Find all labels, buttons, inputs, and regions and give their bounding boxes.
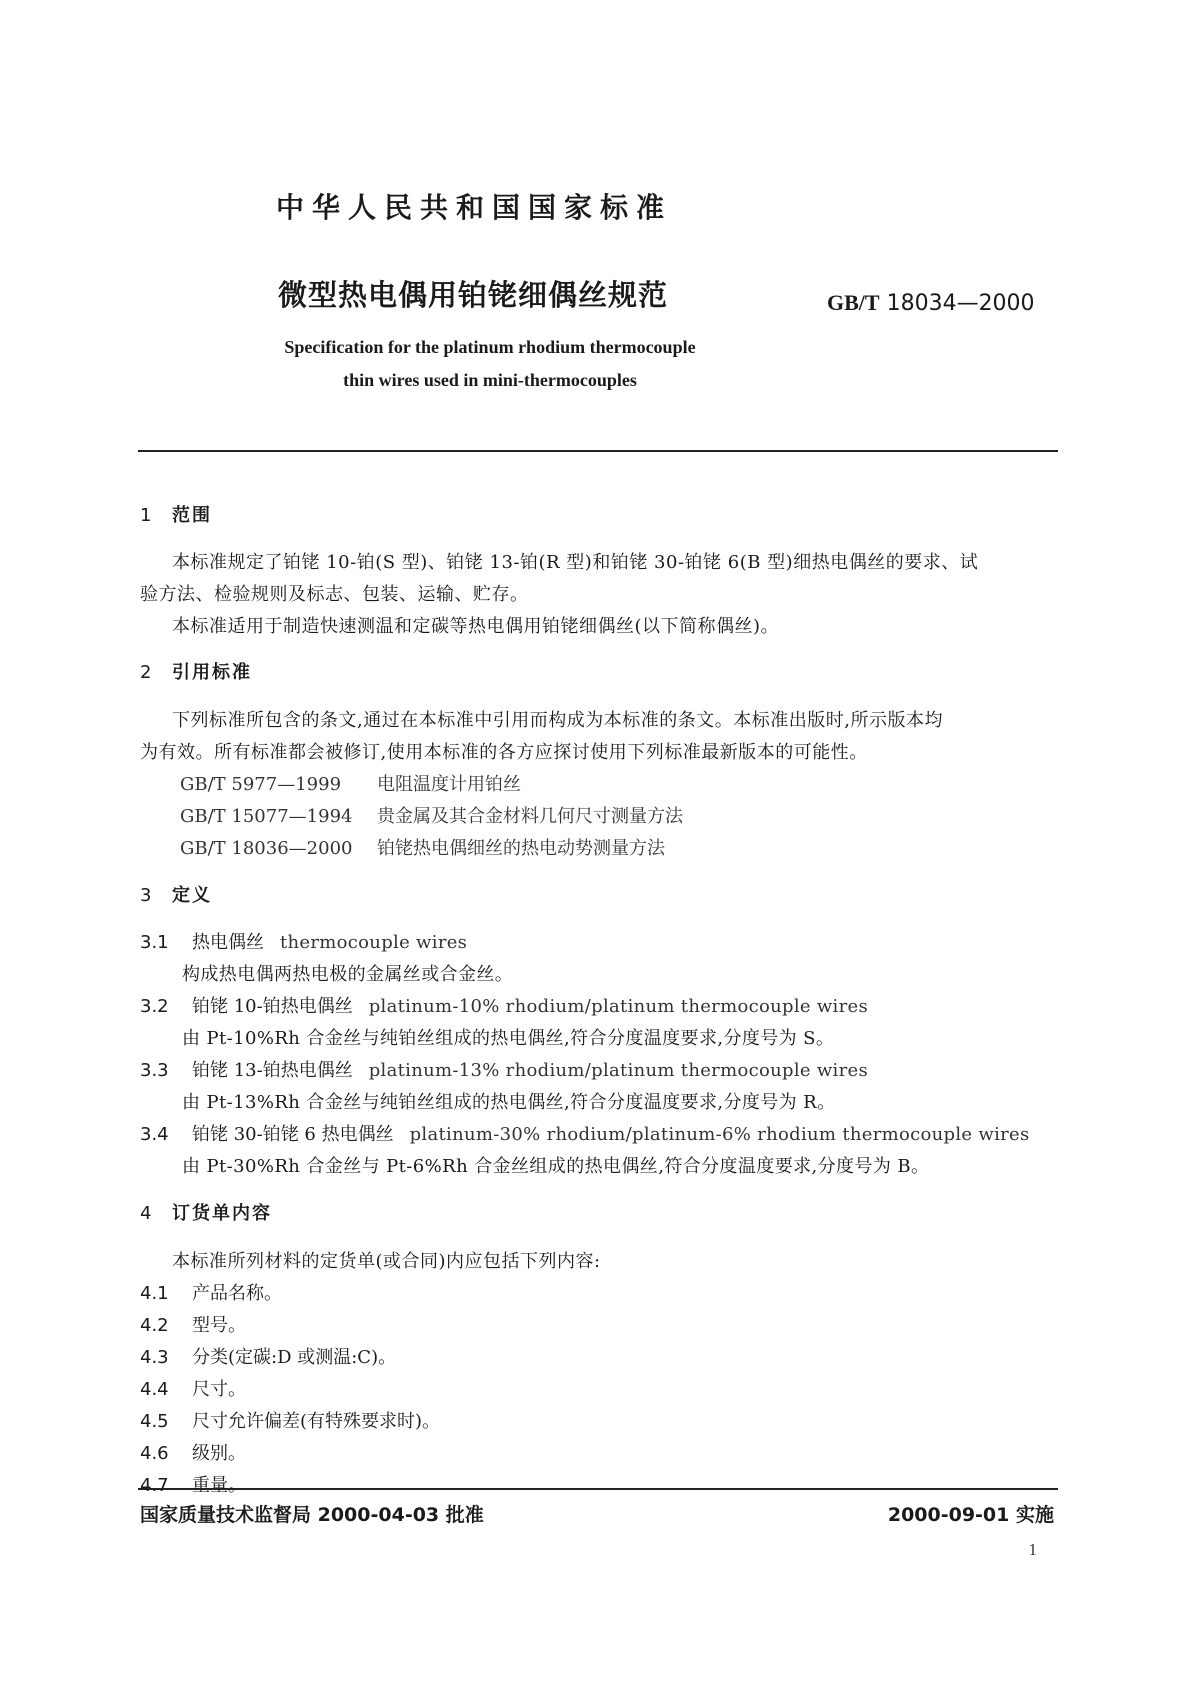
list-item-number: 4.3 [140,1347,169,1368]
paragraph: 下列标准所包含的条文,通过在本标准中引用而构成为本标准的条文。本标准出版时,所示版本均 [172,710,943,731]
list-item-text: 重量。 [192,1475,246,1496]
reference-code: GB/T 18036—2000 [180,838,353,859]
list-item-number: 4.5 [140,1411,169,1432]
list-item [140,1375,246,1401]
reference-title: 贵金属及其合金材料几何尺寸测量方法 [377,806,683,827]
definition-item [140,1056,868,1082]
standard-prefix: GB/T [827,290,880,315]
section-heading-references [140,658,252,684]
footer-divider [138,1488,1058,1490]
definition-description: 构成热电偶两热电极的金属丝或合金丝。 [182,964,514,985]
definition-term: 铂铑 30-铂铑 6 热电偶丝 [192,1124,394,1145]
definition-description: 由 Pt-13%Rh 合金丝与纯铂丝组成的热电偶丝,符合分度温度要求,分度号为 R。 [182,1092,836,1113]
definition-term: 铂铑 13-铂热电偶丝 [192,1060,353,1081]
reference-item [180,770,521,796]
national-standard-heading: 中华人民共和国国家标准 [275,191,672,224]
section-title: 引用标准 [172,662,252,683]
paragraph: 为有效。所有标准都会被修订,使用本标准的各方应探讨使用下列标准最新版本的可能性。 [140,742,868,763]
section-number: 4 [140,1203,152,1224]
section-title: 范围 [172,505,212,526]
definition-term-english: platinum-13% rhodium/platinum thermocouple wires [368,1060,869,1081]
list-item-number: 4.4 [140,1379,169,1400]
page-number: 1 [1028,1540,1037,1559]
section-number: 3 [140,885,152,906]
reference-title: 电阻温度计用铂丝 [377,774,521,795]
list-item-text: 尺寸。 [192,1379,246,1400]
list-item-text: 型号。 [192,1315,246,1336]
document-title: 微型热电偶用铂铑细偶丝规范 [278,278,669,312]
section-heading-scope [140,501,212,527]
list-item-number: 4.1 [140,1283,169,1304]
reference-item [180,802,683,828]
definition-term-english: platinum-10% rhodium/platinum thermocouple wires [368,996,869,1017]
reference-item [180,834,665,860]
list-item-number: 4.2 [140,1315,169,1336]
definition-number: 3.4 [140,1124,169,1145]
list-item-text: 级别。 [192,1443,246,1464]
section-title: 订货单内容 [172,1203,272,1224]
paragraph: 验方法、检验规则及标志、包装、运输、贮存。 [140,584,529,605]
definition-term-english: platinum-30% rhodium/platinum-6% rhodium thermocouple wires [409,1124,1030,1145]
list-item [140,1439,246,1465]
definition-item [140,992,868,1018]
section-number: 1 [140,505,152,526]
section-title: 定义 [172,885,212,906]
list-item [140,1407,440,1433]
english-title-line-2: thin wires used in mini-thermocouples [343,370,637,390]
definition-description: 由 Pt-10%Rh 合金丝与纯铂丝组成的热电偶丝,符合分度温度要求,分度号为 S。 [182,1028,835,1049]
definition-item [140,928,467,954]
effective-date: 2000-09-01 实施 [887,1504,1054,1526]
definition-number: 3.1 [140,932,169,953]
standard-code: 18034—2000 [886,291,1035,316]
list-item [140,1343,396,1369]
definition-term-english: thermocouple wires [280,932,468,953]
reference-title: 铂铑热电偶细丝的热电动势测量方法 [377,838,665,859]
definition-number: 3.3 [140,1060,169,1081]
list-item-text: 分类(定碳:D 或测温:C)。 [192,1347,397,1368]
list-item-text: 产品名称。 [192,1283,282,1304]
list-item [140,1471,246,1497]
definition-item [140,1120,1030,1146]
list-item-number: 4.7 [140,1475,169,1496]
reference-code: GB/T 15077—1994 [180,806,353,827]
approval-line: 国家质量技术监督局 2000-04-03 批准 [140,1504,484,1526]
definition-description: 由 Pt-30%Rh 合金丝与 Pt-6%Rh 合金丝组成的热电偶丝,符合分度温度要求,分度号为 B。 [182,1156,930,1177]
list-item [140,1311,246,1337]
paragraph: 本标准所列材料的定货单(或合同)内应包括下列内容: [172,1251,601,1272]
section-number: 2 [140,662,152,683]
section-heading-definitions [140,881,212,907]
list-item-text: 尺寸允许偏差(有特殊要求时)。 [192,1411,441,1432]
definition-term: 铂铑 10-铂热电偶丝 [192,996,353,1017]
list-item-number: 4.6 [140,1443,169,1464]
section-heading-order-contents [140,1199,272,1225]
header-divider [138,450,1058,452]
list-item [140,1279,282,1305]
english-title-line-1: Specification for the platinum rhodium thermocouple [284,337,696,357]
paragraph: 本标准规定了铂铑 10-铂(S 型)、铂铑 13-铂(R 型)和铂铑 30-铂铑 6(B 型)细热电偶丝的要求、试 [172,552,979,573]
definition-number: 3.2 [140,996,169,1017]
reference-code: GB/T 5977—1999 [180,774,342,795]
standard-number [827,290,1035,316]
definition-term: 热电偶丝 [192,932,264,953]
paragraph: 本标准适用于制造快速测温和定碳等热电偶用铂铑细偶丝(以下简称偶丝)。 [172,616,780,637]
